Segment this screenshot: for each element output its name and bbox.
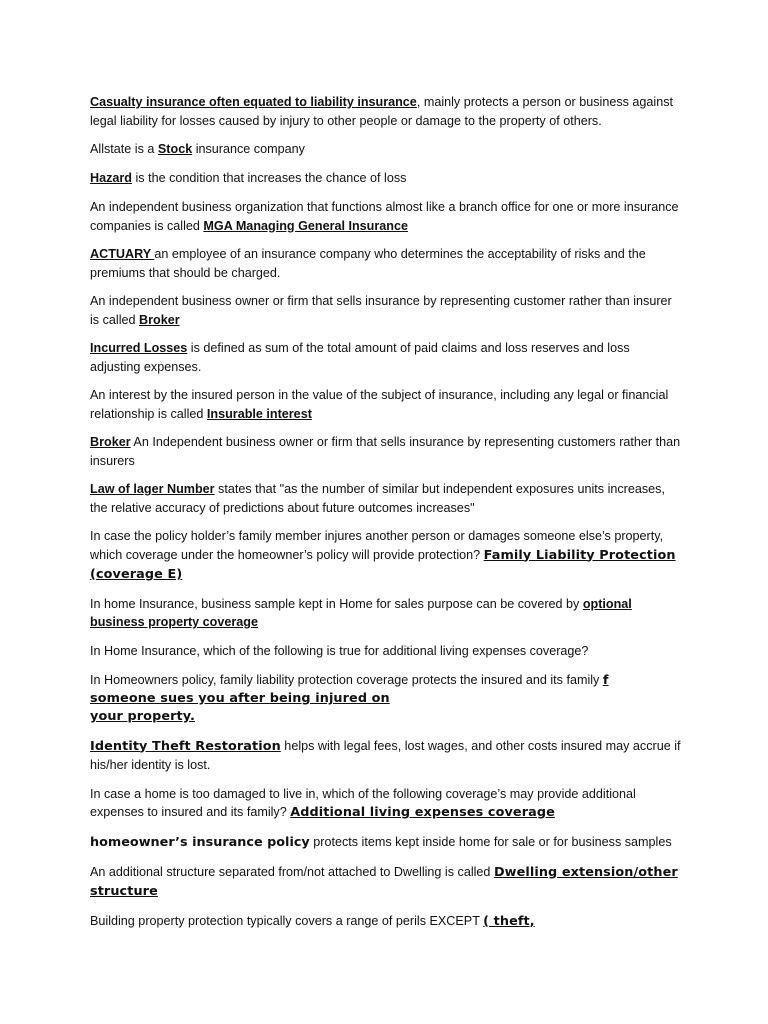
paragraph-broker: Broker An Independent business owner or firm that sells insurance by representing customers rather than insurers xyxy=(90,435,681,468)
paragraph-family-liability: In case the policy holder’s family member injures another person or damages someone else’s property, which coverage under the homeowner’s policy will provide protection? Family Liability Protection (coverage E) xyxy=(90,529,676,582)
paragraph-additional-living: In case a home is too damaged to live in, which of the following coverage’s may provide additional expenses to insured and its family? Additional living expenses coverage xyxy=(90,786,636,820)
term-stock: Stock xyxy=(157,142,193,156)
paragraph-living-expenses-question: In Home Insurance, which of the following is true for additional living expenses coverage? xyxy=(90,643,589,658)
paragraph-mga: An independent business organization that functions almost like a branch office for one or more insurance companies is called MGA Managing General Insurance xyxy=(90,200,679,233)
paragraph-broker-definition: An independent business owner or firm that sells insurance by representing customer rather than insurer is called Broker xyxy=(90,294,672,327)
term-law-of-large-numbers: Law of lager Number xyxy=(90,482,215,496)
paragraph-identity-theft: Identity Theft Restoration helps with legal fees, lost wages, and other costs insured may accrue if his/her identity is lost. xyxy=(90,738,681,772)
paragraph-family-liability-protects: In Homeowners policy, family liability protection coverage protects the insured and its family f someone sues you after being injured on your property. xyxy=(90,671,682,727)
term-actuary: ACTUARY xyxy=(90,247,155,261)
term-family-liability: Family Liability Protection (coverage E) xyxy=(90,547,676,582)
paragraph-homeowners-policy: homeowner’s insurance policy protects items kept inside home for sale or for business samples xyxy=(90,834,672,850)
term-additional-living: Additional living expenses coverage xyxy=(290,805,555,820)
term-broker: Broker xyxy=(139,312,180,327)
paragraph-incurred-losses: Incurred Losses is defined as sum of the total amount of paid claims and loss reserves and loss adjusting expenses. xyxy=(90,341,630,374)
paragraph-insurable-interest: An interest by the insured person in the value of the subject of insurance, including any legal or financial relationship is called Insurable interest xyxy=(90,388,669,421)
term-broker-2: Broker xyxy=(90,435,131,449)
paragraph-law-of-large-numbers: Law of lager Number states that "as the number of similar but independent exposures units increases, the relative accuracy of predictions about future outcomes increases" xyxy=(90,482,665,515)
paragraph-casualty: Casualty insurance often equated to liability insurance, mainly protects a person or business against legal liability for losses caused by injury to other people or damage to the property of others. xyxy=(90,95,674,128)
paragraph-allstate: Allstate is a Stock insurance company xyxy=(90,142,305,156)
term-homeowners-policy: homeowner’s insurance policy xyxy=(90,834,310,850)
paragraph-business-sample: In home Insurance, business sample kept in Home for sales purpose can be covered by optional business property coverage xyxy=(90,596,632,629)
paragraph-building-property: Building property protection typically covers a range of perils EXCEPT ( theft, xyxy=(90,913,535,929)
term-optional-business-property: optional business property coverage xyxy=(90,596,632,629)
term-hazard: Hazard xyxy=(90,171,132,185)
term-mga: MGA Managing General Insurance xyxy=(203,218,408,233)
term-theft: ( theft, xyxy=(483,913,535,929)
term-incurred-losses: Incurred Losses xyxy=(90,341,188,355)
paragraph-dwelling-extension: An additional structure separated from/not attached to Dwelling is called Dwelling extension/other structure xyxy=(90,864,678,899)
term-dwelling-extension: Dwelling extension/other structure xyxy=(90,864,678,899)
term-your-property: your property. xyxy=(90,709,195,724)
paragraph-hazard: Hazard is the condition that increases the chance of loss xyxy=(90,171,407,185)
paragraph-actuary: ACTUARY an employee of an insurance company who determines the acceptability of risks and the premiums that should be charged. xyxy=(90,247,646,280)
term-identity-theft: Identity Theft Restoration xyxy=(90,738,281,754)
term-someone-sues: someone sues you after being injured on xyxy=(90,691,390,706)
term-f: f xyxy=(602,672,609,688)
term-insurable-interest: Insurable interest xyxy=(206,406,312,421)
term-casualty: Casualty insurance often equated to liability insurance xyxy=(90,95,417,109)
